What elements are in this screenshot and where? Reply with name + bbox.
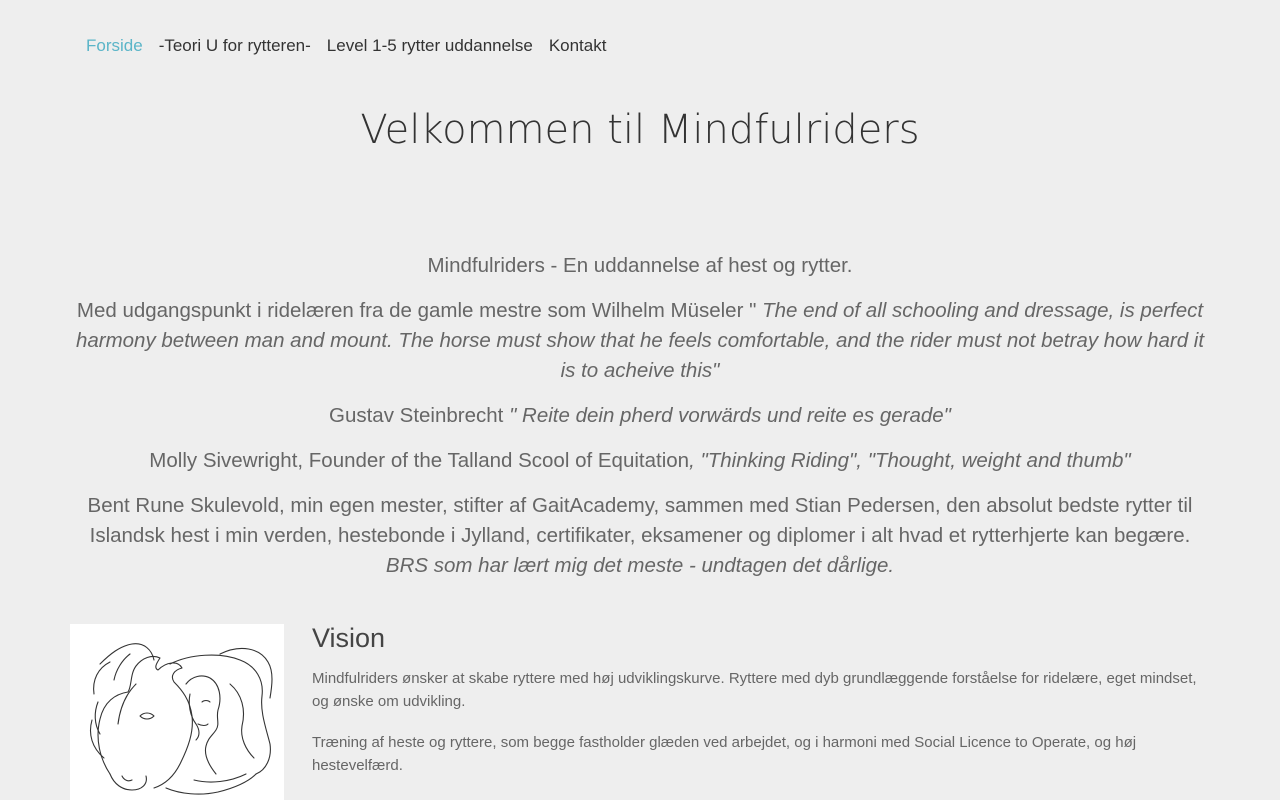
intro-p3-quote: " Reite dein pherd vorwärds und reite es gerade" [509,403,951,427]
intro-p2-text: Med udgangspunkt i ridelæren fra de gamle mestre som Wilhelm Müseler " [76,299,763,323]
nav-item-teori-u[interactable]: -Teori U for rytteren- [158,36,311,55]
intro-p5-quote: BRS som har lært mig det meste - undtagen det dårlige. [385,553,895,577]
intro-p5-text: Bent Rune Skulevold, min egen mester, stifter af GaitAcademy, sammen med Stian Pedersen, den absolut bedste rytter til Islandsk hest i min verden, hestebonde i Jylland, certifikater, eksamener og diplomer i alt hvad et rytterhjerte kan begære. [87,494,1193,547]
horse-rider-sketch-image [70,624,284,800]
intro-paragraph-5 [70,491,1210,580]
intro-text [70,251,1210,596]
nav-item-kontakt[interactable]: Kontakt [548,36,607,55]
nav-item-forside[interactable]: Forside [86,36,143,55]
page-title: Velkommen til Mindfulriders [360,107,920,153]
vision-section [312,620,1212,796]
intro-p3-text: Gustav Steinbrecht [329,403,510,427]
intro-paragraph-3 [70,401,1210,431]
nav-item-level-1-5[interactable]: Level 1-5 rytter uddannelse [326,36,533,55]
intro-p4-text: Molly Sivewright, Founder of the Talland Scool of Equitation [149,449,690,473]
intro-paragraph-2 [70,296,1210,385]
main-nav [86,33,622,59]
vision-paragraph-1: Mindfulriders ønsker at skabe ryttere med høj udviklingskurve. Ryttere med dyb grundlæggende forståelse for ridelære, eget mindset, og ønske om udvikling. [312,670,1197,710]
intro-paragraph-4 [70,446,1210,476]
vision-paragraph-2: Træning af heste og ryttere, som begge fastholder glæden ved arbejdet, og i harmoni med Social Licence to Operate, og høj hestevelfærd. [312,734,1137,774]
intro-p2-quote: The end of all schooling and dressage, is perfect harmony between man and mount. The horse must show that he feels comfortable, and the rider must not betray how hard it is to acheive this" [75,299,1205,382]
horse-and-rider-sketch-icon [70,624,284,800]
vision-heading: Vision [312,623,386,653]
intro-paragraph-1: Mindfulriders - En uddannelse af hest og rytter. [427,254,853,277]
intro-p4-quote: , "Thinking Riding", "Thought, weight and thumb" [689,449,1131,473]
